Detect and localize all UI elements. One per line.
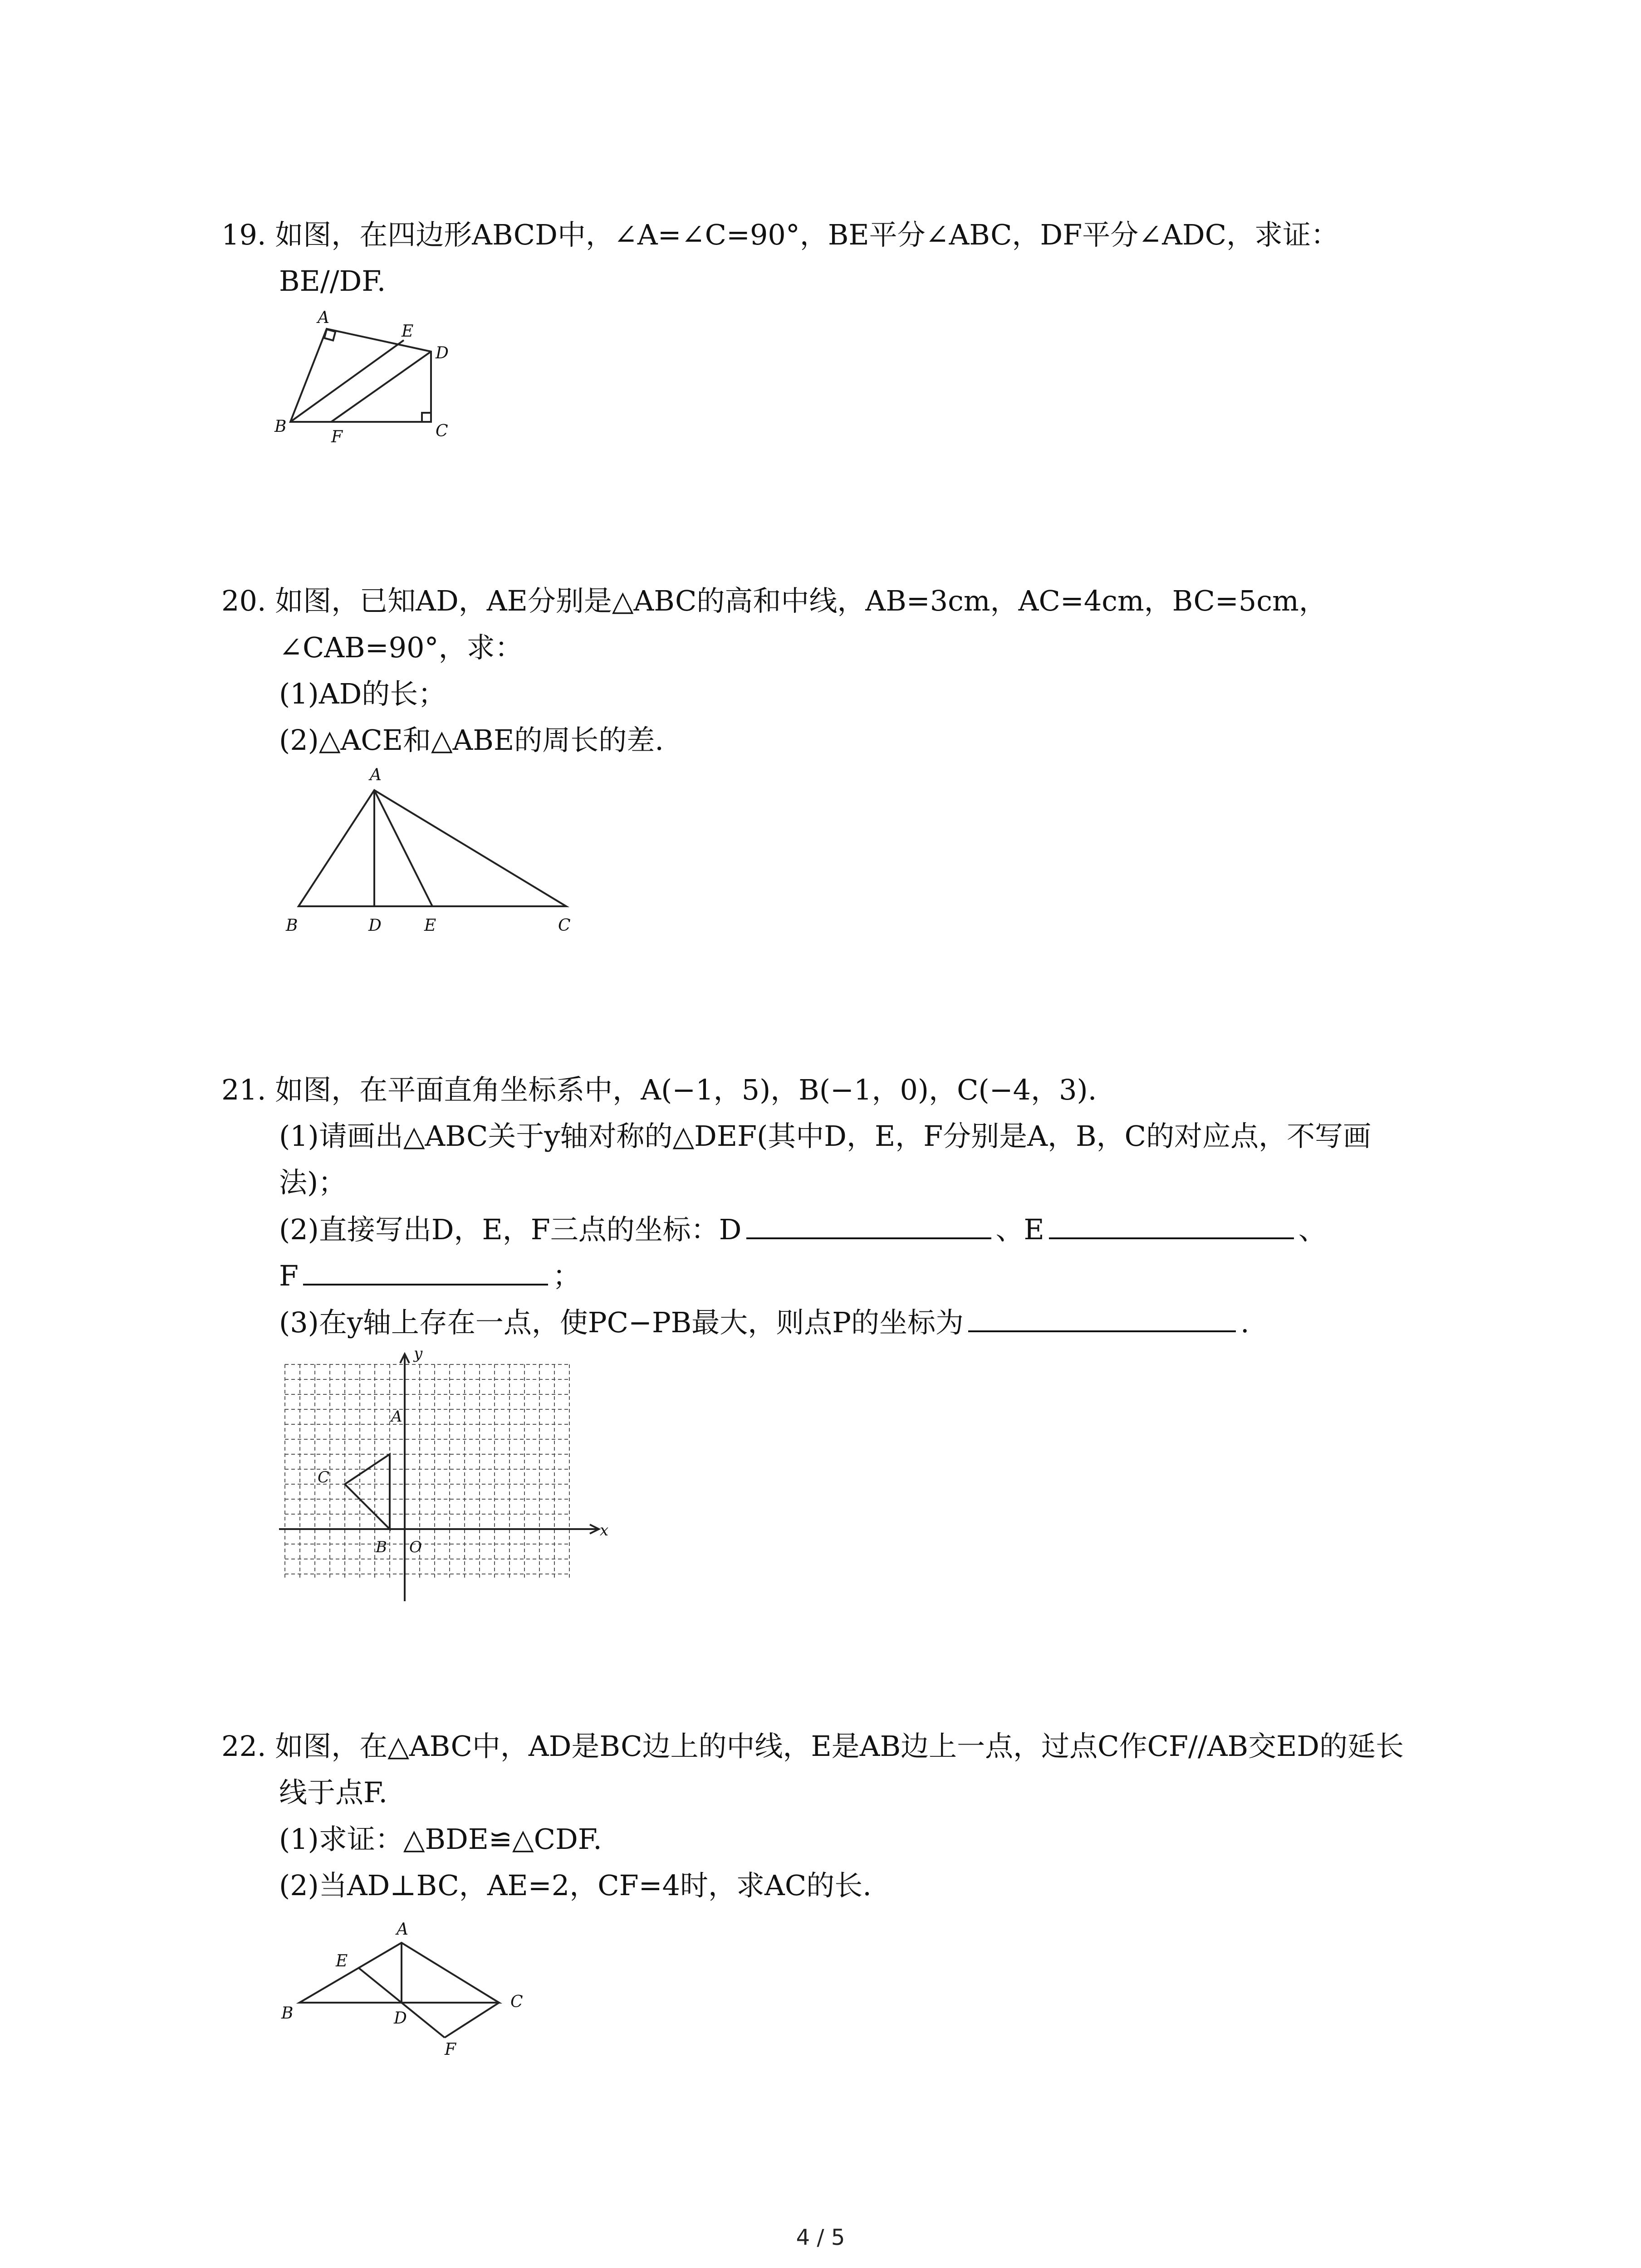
answer-blank-d[interactable]	[746, 1211, 991, 1239]
q21-label-a: A	[391, 1408, 402, 1426]
q22-line-4: (2)当AD⊥BC，AE=2，CF=4时，求AC的长.	[279, 1869, 872, 1902]
q22-label-b: B	[281, 2004, 294, 2023]
q21-line-6-end: .	[1240, 1306, 1249, 1339]
triangle-abc	[345, 1454, 390, 1529]
answer-blank-e[interactable]	[1049, 1211, 1294, 1239]
q21-label-c: C	[318, 1468, 330, 1486]
q21-label-o: O	[409, 1538, 422, 1556]
q22-figure	[272, 1916, 554, 2062]
q21-line-4-mid: 、E	[995, 1213, 1044, 1246]
q19-label-a: A	[318, 308, 329, 327]
q20-line-4: (2)△ACE和△ABE的周长的差.	[279, 723, 664, 757]
q22-label-f: F	[445, 2040, 456, 2059]
q19-label-f: F	[331, 428, 343, 446]
q21-line-1: 21. 如图，在平面直角坐标系中，A(−1，5)，B(−1，0)，C(−4，3).	[221, 1073, 1097, 1106]
q19-line-2: BE//DF.	[279, 264, 386, 298]
q20-label-b: B	[286, 916, 298, 935]
q21-line-6-prefix: (3)在y轴上存在一点，使PC−PB最大，则点P的坐标为	[279, 1306, 964, 1339]
q21-figure	[272, 1343, 617, 1606]
q22-label-e: E	[336, 1952, 348, 1970]
q20-label-a: A	[370, 766, 382, 784]
q19-line-1: 19. 如图，在四边形ABCD中，∠A=∠C=90°，BE平分∠ABC，DF平分∠ADC，求证：	[221, 218, 1339, 251]
q22-label-c: C	[510, 1993, 523, 2011]
page-number: 4 / 5	[796, 2225, 845, 2250]
q21-line-5	[279, 1257, 581, 1294]
q21-line-3: 法)；	[279, 1166, 347, 1199]
q20-line-2: ∠CAB=90°，求：	[279, 631, 523, 664]
q21-line-5-end: ；	[553, 1259, 581, 1292]
q21-line-4	[279, 1211, 1327, 1248]
q21-line-2: (1)请画出△ABC关于y轴对称的△DEF(其中D，E，F分别是A，B，C的对应点，不写画	[279, 1119, 1372, 1153]
q21-label-x: x	[600, 1521, 609, 1540]
q21-label-y: y	[414, 1344, 423, 1363]
q19-label-c: C	[436, 422, 448, 440]
q20-line-3: (1)AD的长；	[279, 677, 446, 710]
q20-label-c: C	[558, 916, 571, 935]
q19-figure	[272, 304, 463, 454]
q22-line-2: 线于点F.	[279, 1776, 388, 1809]
q20-figure	[272, 758, 590, 939]
answer-blank-f[interactable]	[303, 1257, 548, 1286]
q19-label-e: E	[402, 322, 414, 341]
q21-line-5-prefix: F	[279, 1259, 299, 1292]
q19-label-d: D	[436, 344, 449, 362]
q20-label-e: E	[424, 916, 436, 935]
q20-label-d: D	[368, 916, 382, 935]
answer-blank-p[interactable]	[968, 1304, 1236, 1332]
q22-line-3: (1)求证：△BDE≌△CDF.	[279, 1823, 602, 1856]
q21-line-4-prefix: (2)直接写出D，E，F三点的坐标：D	[279, 1213, 742, 1246]
q21-line-4-end: 、	[1298, 1213, 1327, 1246]
q21-line-6	[279, 1304, 1249, 1341]
q22-label-a: A	[397, 1920, 408, 1939]
q20-line-1: 20. 如图，已知AD，AE分别是△ABC的高和中线，AB=3cm，AC=4cm，BC=5cm，	[221, 584, 1327, 617]
q22-label-d: D	[394, 2009, 407, 2028]
q21-label-b: B	[376, 1538, 387, 1556]
q22-line-1: 22. 如图，在△ABC中，AD是BC边上的中线，E是AB边上一点，过点C作CF//AB交ED的延长	[221, 1730, 1404, 1763]
q19-label-b: B	[274, 417, 287, 436]
